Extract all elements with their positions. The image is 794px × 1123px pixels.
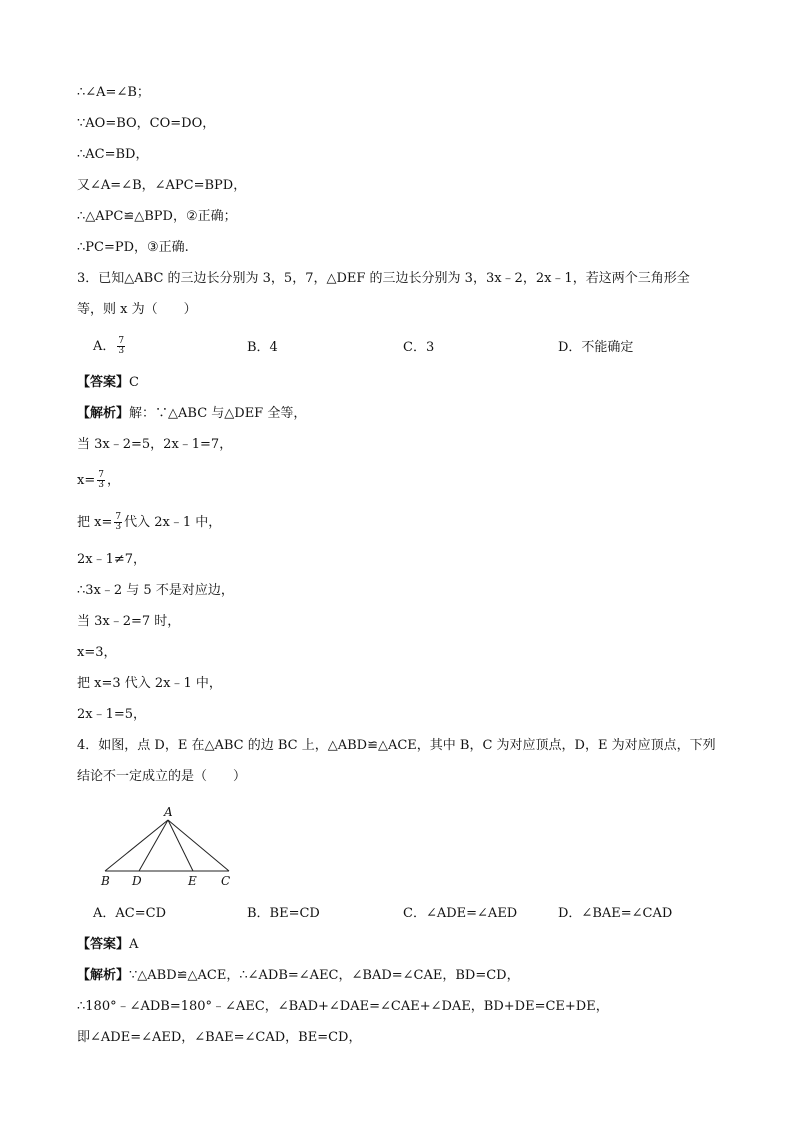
proof-line-5: ∴△APC≌△BPD，②正确； (77, 209, 237, 224)
fraction-numerator: 7 (118, 336, 125, 346)
q3-analysis-line-6: 当 3x﹣2=7 时， (77, 614, 181, 629)
segment-ab (105, 820, 168, 871)
fraction-numerator: 7 (115, 512, 122, 522)
q4-stem-line-1: 4．如图，点 D，E 在△ABC 的边 BC 上，△ABD≌△ACE，其中 B，C 为对应顶点，D，E 为对应顶点，下列 (77, 738, 716, 753)
q3-analysis-line-7: x=3， (77, 645, 117, 660)
q3-analysis-line-1: 当 3x﹣2=5，2x﹣1=7， (77, 437, 233, 452)
q3-stem-line-1: 3．已知△ABC 的三边长分别为 3，5，7，△DEF 的三边长分别为 3，3x﹣2，2x﹣1，若这两个三角形全 (77, 271, 690, 286)
q4-option-d: D．∠BAE=∠CAD (558, 906, 673, 921)
q3-analysis-line-4: 2x﹣1≠7， (77, 552, 147, 567)
q3-option-a-fraction (117, 337, 125, 356)
segment-ae (168, 820, 193, 871)
q4-analysis (77, 967, 520, 985)
proof-line-3: ∴AC=BD， (77, 147, 149, 162)
proof-line-6: ∴PC=PD，③正确. (77, 240, 189, 255)
q4-stem-line-2: 结论不一定成立的是（ ） (77, 769, 247, 784)
label-c: C (221, 874, 231, 888)
answer-tag: 【答案】 (77, 937, 130, 952)
analysis-text: 解：∵△ABC 与△DEF 全等， (129, 406, 307, 421)
answer-value: C (129, 375, 139, 390)
analysis-text: ∵△ABD≌△ACE，∴∠ADB=∠AEC，∠BAD=∠CAE，BD=CD， (129, 968, 520, 983)
proof-line-1: ∴∠A=∠B； (77, 85, 150, 100)
label-d: D (132, 874, 142, 888)
q4-answer (77, 936, 138, 954)
q3-analysis-line-9: 2x﹣1=5， (77, 707, 147, 722)
q3-analysis-line-5: ∴3x﹣2 与 5 不是对应边， (77, 583, 234, 598)
q3-analysis (77, 405, 306, 423)
q3-analysis-line-3 (77, 513, 221, 532)
analysis-tag: 【解析】 (77, 406, 130, 421)
q4-analysis-line-2: 即∠ADE=∠AED，∠BAE=∠CAD，BE=CD， (77, 1030, 362, 1045)
text-part: 代入 2x﹣1 中， (124, 515, 222, 530)
fraction-denominator: 3 (118, 346, 125, 356)
q4-analysis-line-1: ∴180°﹣∠ADB=180°﹣∠AEC，∠BAD+∠DAE=∠CAE+∠DAE，BD+DE=CE+DE， (77, 999, 609, 1014)
triangle-figure (95, 800, 245, 890)
q4-option-c: C．∠ADE=∠AED (403, 906, 518, 921)
fraction-denominator: 3 (115, 522, 122, 532)
text-part: ， (106, 473, 120, 488)
segment-ad (139, 820, 168, 871)
q3-option-a (93, 337, 127, 356)
fraction-denominator: 3 (98, 480, 104, 490)
answer-value: A (129, 937, 139, 952)
q3-answer (77, 374, 139, 392)
q3-analysis-line-2 (77, 471, 120, 490)
q3-analysis-line-8: 把 x=3 代入 2x﹣1 中， (77, 676, 222, 691)
fraction (114, 513, 122, 532)
proof-line-2: ∵AO=BO，CO=DO， (77, 116, 216, 131)
q3-option-c: C．3 (403, 340, 435, 355)
text-part: x= (77, 473, 96, 488)
segment-ac (168, 820, 229, 871)
q3-option-a-prefix: A． (93, 339, 116, 354)
fraction (97, 471, 105, 490)
analysis-tag: 【解析】 (77, 968, 130, 983)
q3-stem-line-2: 等，则 x 为（ ） (77, 302, 197, 317)
answer-tag: 【答案】 (77, 375, 130, 390)
label-e: E (188, 874, 197, 888)
label-a: A (164, 805, 173, 819)
q4-option-a: A．AC=CD (93, 906, 166, 921)
text-part: 把 x= (77, 515, 113, 530)
q3-option-d: D．不能确定 (558, 340, 634, 355)
q3-option-b: B．4 (247, 340, 278, 355)
proof-line-4: 又∠A=∠B，∠APC=BPD， (77, 178, 247, 193)
fraction-numerator: 7 (98, 470, 104, 480)
label-b: B (101, 874, 110, 888)
q4-option-b: B．BE=CD (247, 906, 320, 921)
